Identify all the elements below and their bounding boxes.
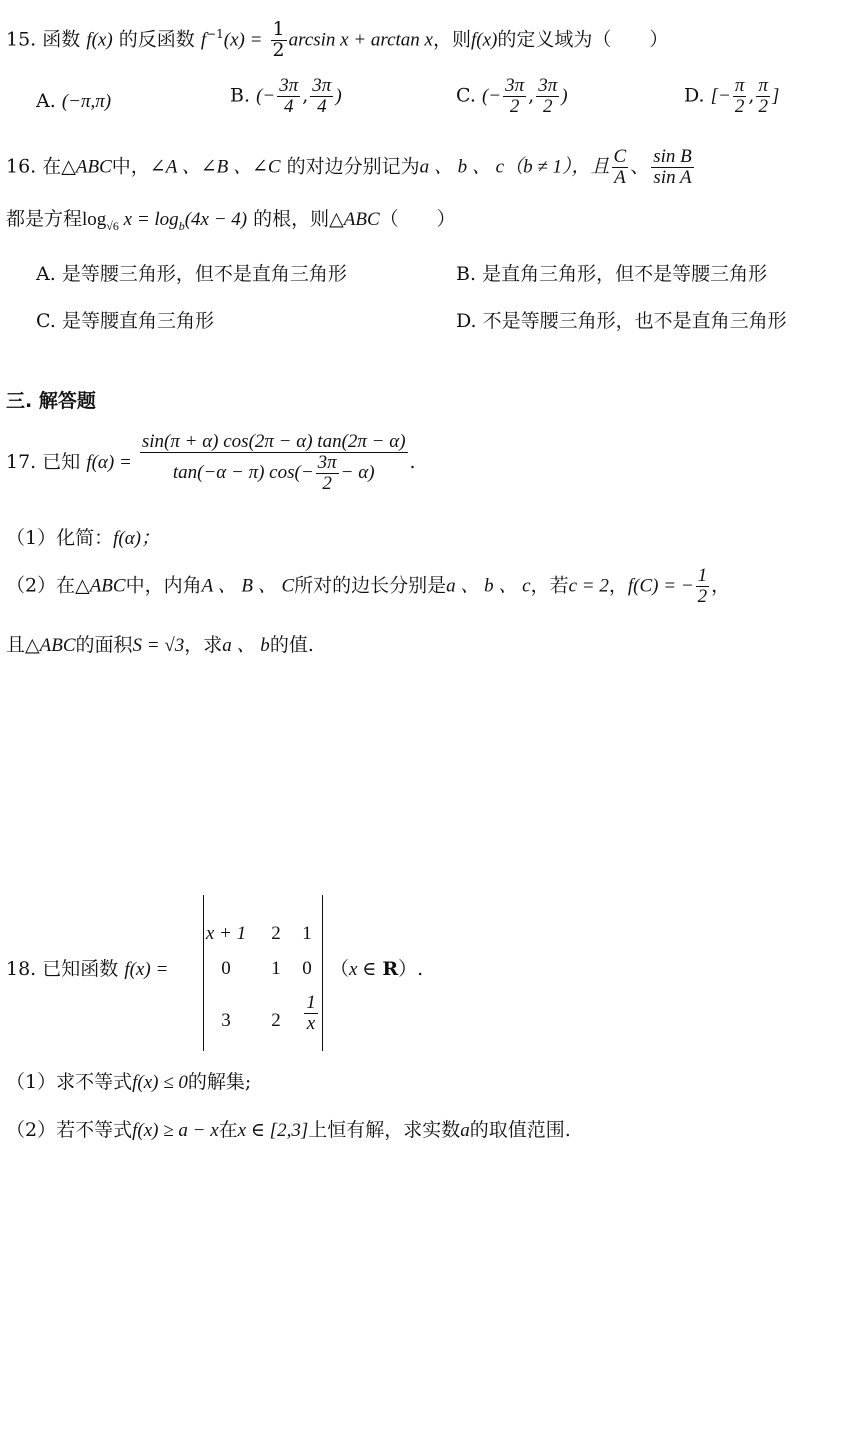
- q17-main-fraction: sin(π + α) cos(2π − α) tan(2π − α) tan(−α − π) cos(− $\frac{3\pi}{2}$ − α): [141, 431, 406, 494]
- q18-det-fraction: $\frac{1}{x}$: [306, 992, 316, 1034]
- q16-option-a[interactable]: A. 是等腰三角形，但不是直角三角形: [36, 263, 347, 285]
- q15-stem: 15. 函数 f(x) 的反函数 $f^{-1}(x)$ = $\frac{1}{2}$ arcsin x + arctan x，则f(x)的定义域为（ ）: [6, 18, 669, 61]
- q17-stem: 17. 已知 f(α) = sin(π + α) cos(2π − α) tan(2π − α) tan(−α − π) cos(− $\frac{3\pi}{2}$ − α) .: [6, 431, 416, 494]
- q16-stem-line2: 都是方程$\log_{√6} x = \log_b(4x - 4)$ 的根，则△ABC（ ）: [6, 208, 456, 233]
- section-heading: 三. 解答题: [6, 390, 96, 412]
- q18-determinant: x + 1 2 1 0 1 0 3 2 $\frac{1}{x}$: [203, 895, 323, 1051]
- q15-option-a[interactable]: A. (−π,π): [36, 90, 112, 112]
- q15-option-c[interactable]: C. (− $\frac{3\pi}{2}$ , $\frac{3\pi}{2}$ ): [456, 75, 568, 117]
- q15-half-fraction: $\frac{1}{2}$: [272, 18, 285, 61]
- q16-fraction-sin: $\frac{\text{sin B}}{\text{sin A}}$: [653, 146, 692, 188]
- q17-part2-cont: 且△ABC的面积S = √3，求a 、 b的值.: [6, 634, 314, 656]
- q16-option-b[interactable]: B. 是直角三角形，但不是等腰三角形: [456, 263, 768, 285]
- q15-option-b[interactable]: B. (− $\frac{3\pi}{4}$ , $\frac{3\pi}{4}$ ): [230, 75, 342, 117]
- q17-part2: （2）在△ABC中，内角A 、 B 、 C所对的边长分别是a 、 b 、 c，若c = 2，f(C) = − $\frac{1}{2}$ ，: [6, 565, 731, 607]
- q18-part2: （2）若不等式f(x) ≥ a − x在x ∈ [2,3]上恒有解，求实数a的取值范围.: [6, 1119, 571, 1141]
- q18-domain: （x ∈ R）.: [330, 958, 424, 980]
- q16-option-c[interactable]: C. 是等腰直角三角形: [36, 310, 214, 332]
- q16-stem-line1: 16. 在△ABC中，∠A 、∠B 、∠C 的对边分别记为a 、 b 、 c（b ≠ 1），且 $\frac{C}{A}$ 、 $\frac{\text{sin B}}{\text{sin A}}$: [6, 146, 692, 188]
- q18-stem: 18. 已知函数 f(x) =: [6, 958, 169, 980]
- q18-part1: （1）求不等式f(x) ≤ 0的解集;: [6, 1071, 252, 1093]
- q15-option-d[interactable]: D. [− $\frac{\pi}{2}$ , $\frac{\pi}{2}$ ]: [684, 75, 780, 117]
- q16-fraction-c-over-a: $\frac{C}{A}$: [613, 146, 627, 188]
- q16-option-d[interactable]: D. 不是等腰三角形，也不是直角三角形: [456, 310, 787, 332]
- q17-part1: （1）化简：f(α)；: [6, 527, 161, 549]
